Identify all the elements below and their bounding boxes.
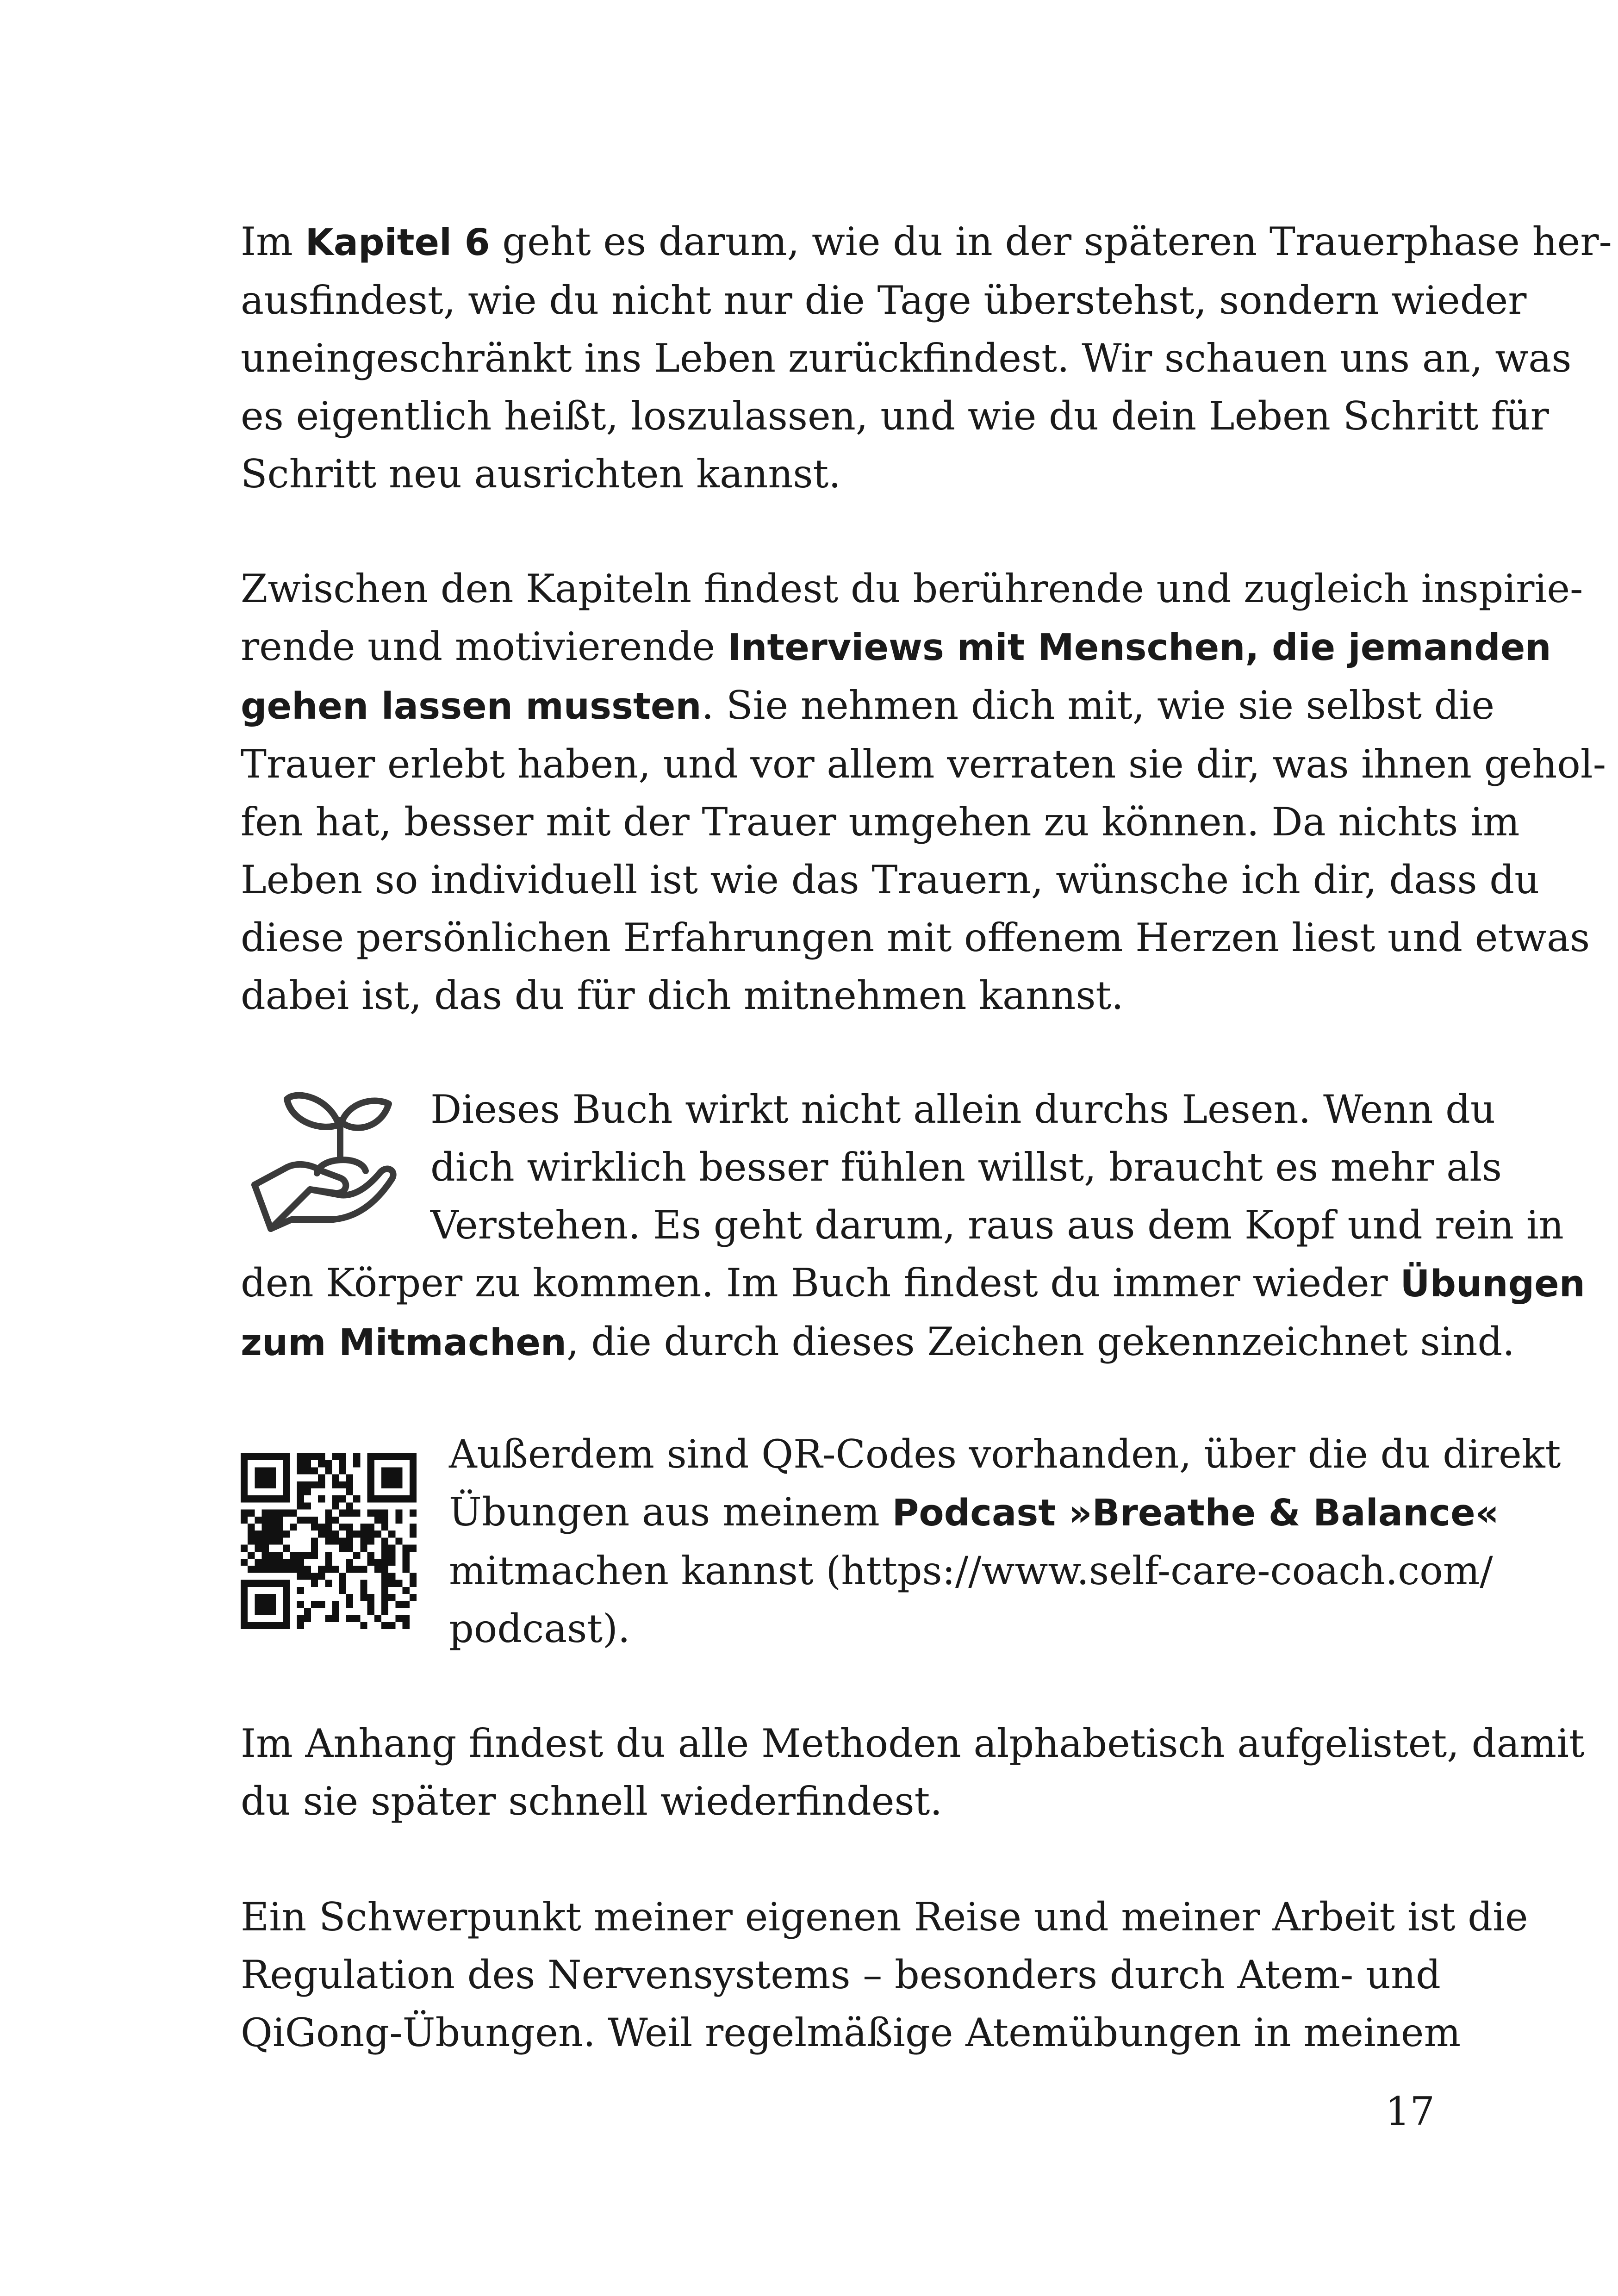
paragraph-qr-codes [449,1425,1561,1658]
bold-zum-mitmachen: zum Mitmachen [241,1321,567,1364]
text-line: Schritt neu ausrichten kannst. [241,451,841,497]
paragraph-kapitel-6 [241,213,1612,503]
paragraph-uebungen-intro [430,1081,1564,1254]
bold-uebungen: Übungen [1400,1263,1585,1305]
text-line: diese persönlichen Erfahrungen mit offenem Herzen liest und etwas [241,915,1590,960]
text-line: fen hat, besser mit der Trauer umgehen zu können. Da nichts im [241,799,1520,845]
text-line: Dieses Buch wirkt nicht allein durchs Lesen. Wenn du [430,1087,1496,1132]
text-line: Trauer erlebt haben, und vor allem verraten sie dir, was ihnen gehol- [241,741,1606,787]
text-line: den Körper zu kommen. Im Buch findest du immer wieder Übungen [241,1260,1585,1306]
hand-with-sprout-icon [241,1088,398,1240]
text-line: gehen lassen mussten. Sie nehmen dich mit, wie sie selbst die [241,683,1495,728]
bold-gehen-lassen: gehen lassen mussten [241,685,702,728]
text-line: es eigentlich heißt, loszulassen, und wie du dein Leben Schritt für [241,393,1549,439]
text-line: Ein Schwerpunkt meiner eigenen Reise und meiner Arbeit ist die [241,1894,1528,1940]
paragraph-uebungen-cont [241,1254,1585,1372]
text-line: dabei ist, das du für dich mitnehmen kannst. [241,973,1124,1018]
qr-code-icon[interactable] [241,1453,417,1629]
text-line: rende und motivierende Interviews mit Menschen, die jemanden [241,624,1551,669]
text-line: Außerdem sind QR-Codes vorhanden, über die du direkt [449,1431,1561,1477]
text-line: Im Anhang findest du alle Methoden alphabetisch aufgelistet, damit [241,1721,1585,1766]
text-line: Leben so individuell ist wie das Trauern, wünsche ich dir, dass du [241,857,1540,902]
bold-kapitel-6: Kapitel 6 [305,221,490,264]
paragraph-schwerpunkt [241,1888,1528,2062]
bold-podcast: Podcast »Breathe & Balance« [892,1492,1499,1534]
text-line: zum Mitmachen, die durch dieses Zeichen gekennzeichnet sind. [241,1319,1515,1364]
paragraph-interviews [241,560,1606,1025]
text-line: Im Kapitel 6 geht es darum, wie du in der späteren Trauerphase her- [241,219,1612,264]
text-line: Übungen aus meinem Podcast »Breathe & Balance« [449,1489,1499,1535]
paragraph-anhang [241,1715,1585,1830]
text-line: du sie später schnell wiederfindest. [241,1779,943,1824]
text-line: Zwischen den Kapiteln findest du berührende und zugleich inspirie- [241,566,1583,611]
text-line: Regulation des Nervensystems – besonders durch Atem- und [241,1952,1441,1997]
text-line: podcast). [449,1606,630,1651]
text-line: QiGong-Übungen. Weil regelmäßige Atemübungen in meinem [241,2010,1461,2055]
text-line: dich wirklich besser fühlen willst, braucht es mehr als [430,1145,1502,1190]
page-number: 17 [1385,2089,1435,2134]
text-line: Verstehen. Es geht darum, raus aus dem Kopf und rein in [430,1202,1564,1248]
bold-interviews: Interviews mit Menschen, die jemanden [727,626,1551,669]
text-line: uneingeschränkt ins Leben zurückfindest. Wir schauen uns an, was [241,336,1572,381]
podcast-url-line[interactable]: mitmachen kannst (https://www.self-care-coach.com/ [449,1548,1493,1593]
text-line: ausfindest, wie du nicht nur die Tage überstehst, sondern wieder [241,278,1527,323]
